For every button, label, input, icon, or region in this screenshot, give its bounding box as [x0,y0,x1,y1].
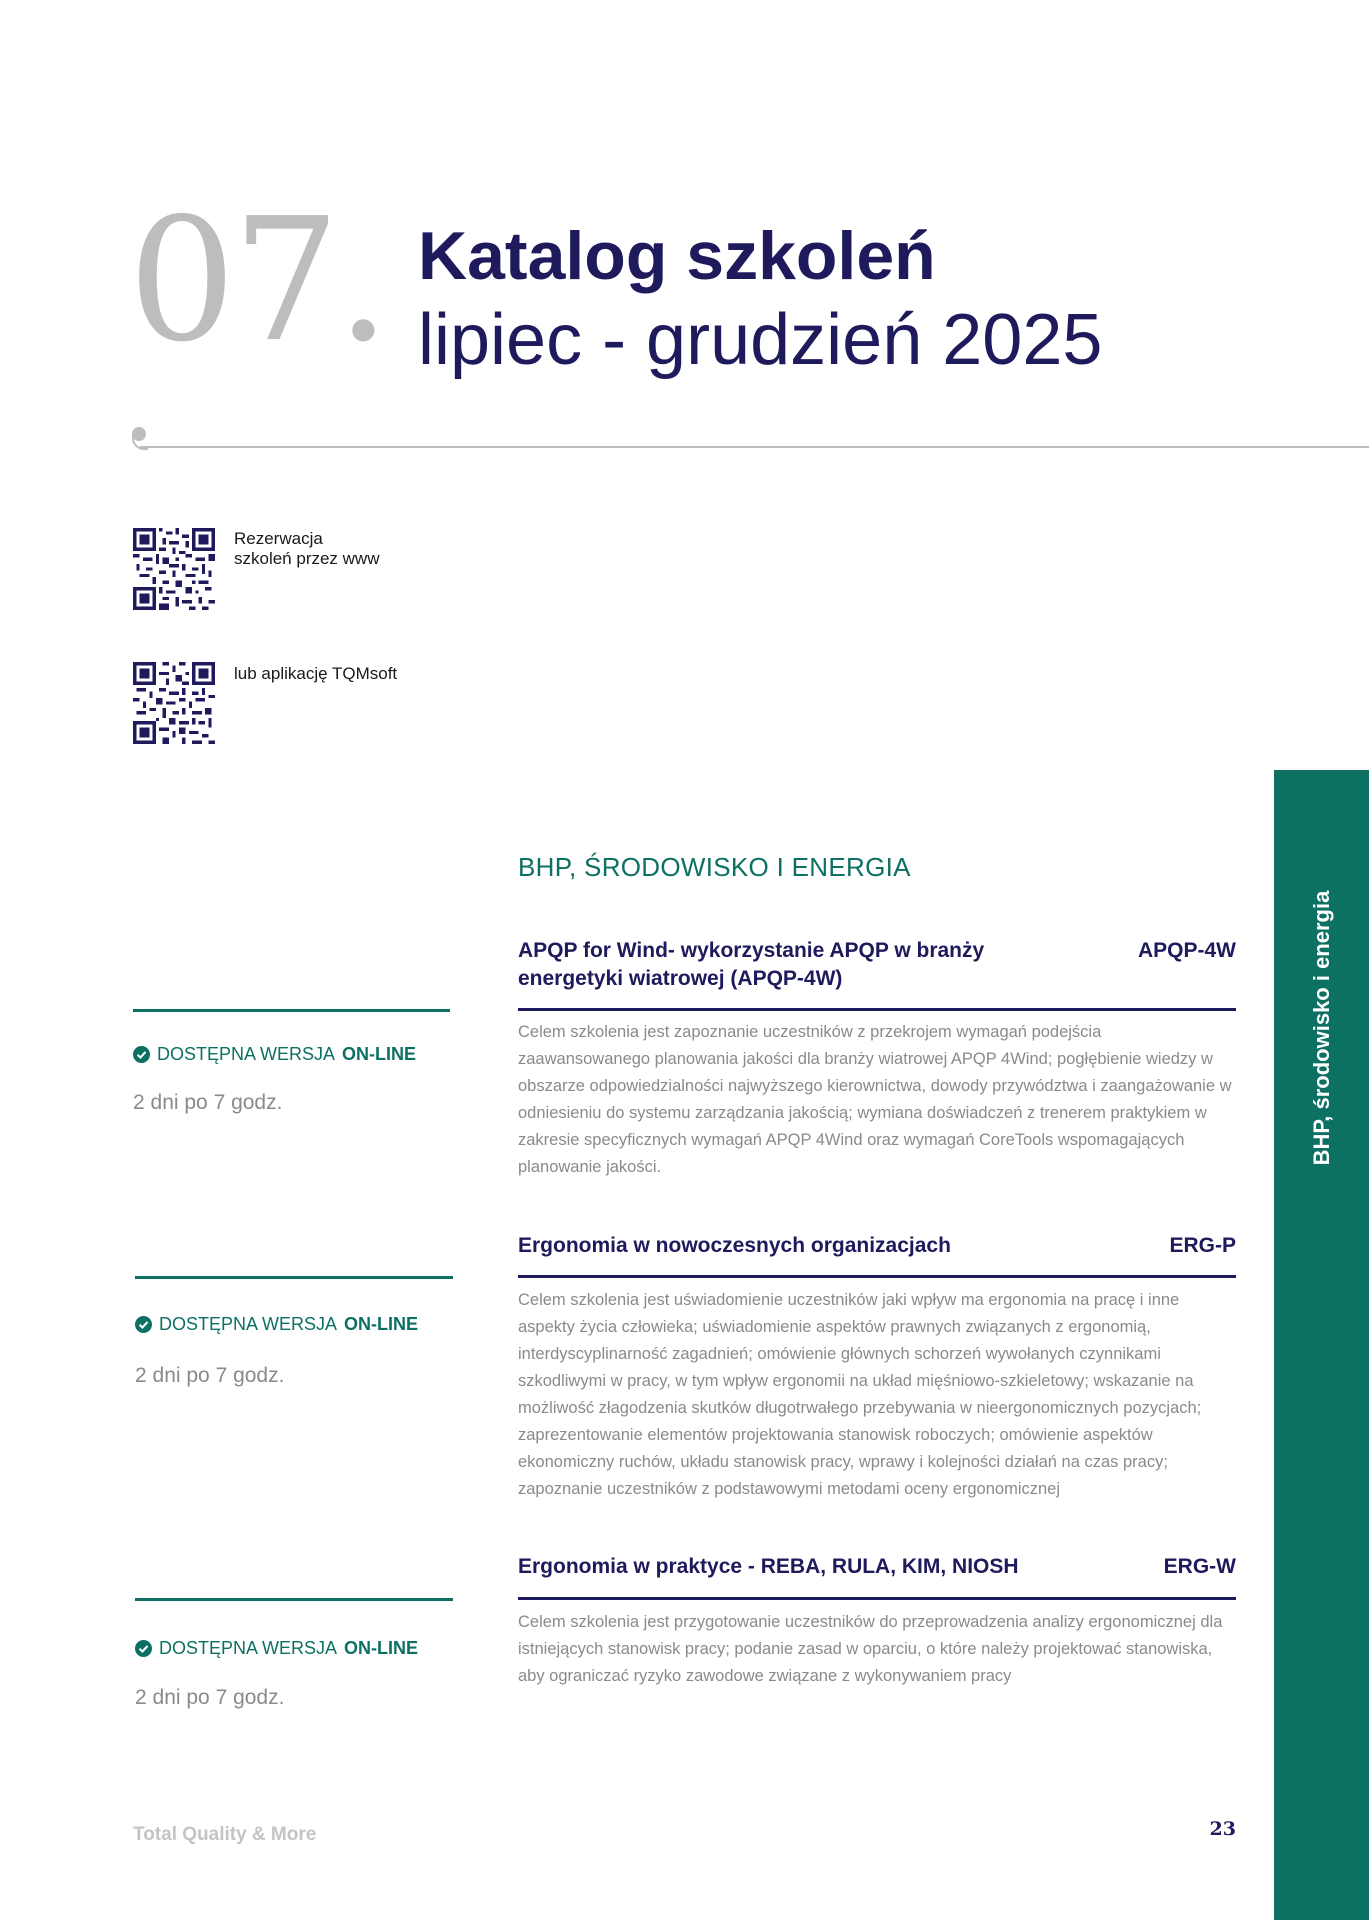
footer-brand: Total Quality & More [133,1824,317,1845]
check-circle-icon [133,1046,150,1063]
qr-label-app [234,664,397,684]
qr-code-www-icon[interactable] [133,528,215,610]
course-divider [518,1275,1236,1278]
online-suffix: ON-LINE [344,1314,419,1334]
online-badge [135,1638,418,1659]
course-code: ERG-W [1163,1555,1236,1578]
header-divider [140,446,1369,448]
course-duration: 2 dni po 7 godz. [135,1364,285,1387]
qr-code-app-icon[interactable] [133,662,215,744]
qr-label-line: szkoleń przez www [234,549,380,568]
online-badge [133,1044,416,1065]
course-description: Celem szkolenia jest zapoznanie uczestników z przekrojem wymagań podejścia zaawansowanego planowania jakości dla branży wiatrowej APQP 4Wind; pogłębienie wiedzy w obszarze odpowiedzialności najwyższego kierownictwa, dowody przywództwa i zaangażowanie w odniesieniu do systemu zarządzania jakością; wymiana doświadczeń z trenerem praktykiem w zakresie specyficznych wymagań APQP 4Wind oraz wymagań CoreTools wspomagających planowanie jakości. [518,1023,1232,1176]
page-title: Katalog szkoleń [418,218,936,294]
category-sidebar [1274,770,1369,1920]
check-circle-icon [135,1640,152,1657]
course-left-divider [133,1009,450,1012]
page-subtitle: lipiec - grudzień 2025 [418,300,1103,380]
section-title: BHP, ŚRODOWISKO I ENERGIA [518,852,911,882]
online-badge [135,1314,418,1335]
course-duration: 2 dni po 7 godz. [133,1091,283,1114]
course-left-divider [135,1276,453,1279]
qr-label-line: lub aplikację TQMsoft [234,664,398,683]
course-description: Celem szkolenia jest przygotowanie uczestników do przeprowadzenia analizy ergonomicznej dla istniejących stanowisk pracy; podanie zasad w oparciu, o które należy projektować stanowiska, aby ograniczać ryzyko zawodowe związane z wykonywaniem pracy [518,1613,1223,1685]
course-divider [518,1597,1236,1600]
online-prefix: DOSTĘPNA WERSJA [159,1314,338,1334]
online-prefix: DOSTĘPNA WERSJA [157,1044,336,1064]
course-left-divider [135,1598,453,1601]
course-title: Ergonomia w praktyce - REBA, RULA, KIM, NIOSH [518,1555,1019,1578]
online-suffix: ON-LINE [342,1044,417,1064]
course-title: Ergonomia w nowoczesnych organizacjach [518,1234,951,1257]
qr-label-line: Rezerwacja [234,529,323,548]
course-code: APQP-4W [1137,939,1236,962]
online-prefix: DOSTĘPNA WERSJA [159,1638,338,1658]
chapter-number: 07. [128,182,387,380]
check-circle-icon [135,1316,152,1333]
course-description: Celem szkolenia jest uświadomienie uczestników jaki wpływ ma ergonomia na pracę i inne aspekty życia człowieka; uświadomienie aspektów prawnych związanych z ergonomią, interdyscyplinarność zagadnień; omówienie głównych schorzeń wywołanych czynnikami szkodliwymi w pracy, w tym wpływ ergonomii na układ mięśniowo-szkieletowy; wskazanie na możliwość złagodzenia skutków długotrwałego przebywania w nieergonomicznych pozycjach; zaprezentowanie elementów projektowania stanowisk roboczych; omówienie aspektów ekonomiczny ruchów, układu stanowisk pracy, wprawy i kolejności działań na czas pracy; zapoznanie uczestników z podstawowymi metodami oceny ergonomicznej [518,1291,1202,1498]
qr-label-www [234,529,380,569]
course-code: ERG-P [1169,1234,1236,1257]
online-suffix: ON-LINE [344,1638,419,1658]
page-number: 23 [1209,1818,1236,1840]
course-divider [518,1008,1236,1011]
course-title: APQP for Wind- wykorzystanie APQP w branży energetyki wiatrowej (APQP-4W) [518,939,985,990]
sidebar-label: BHP, środowisko i energia [1308,890,1334,1166]
course-duration: 2 dni po 7 godz. [135,1686,285,1709]
